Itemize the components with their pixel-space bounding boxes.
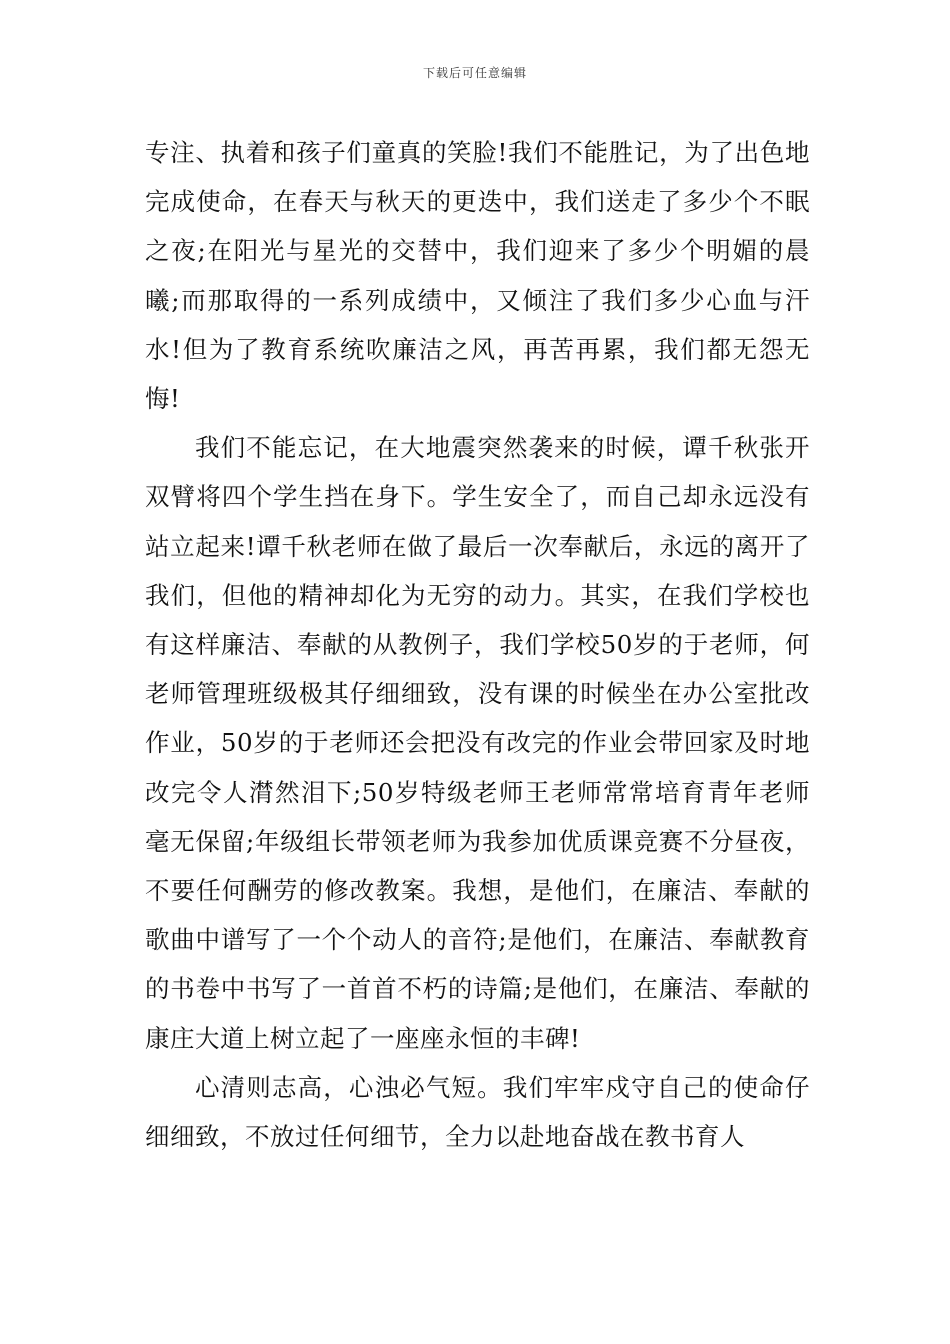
paragraph-2: 我们不能忘记，在大地震突然袭来的时候，谭千秋张开双臂将四个学生挡在身下。学生安全了，而自己却永远没有站立起来!谭千秋老师在做了最后一次奉献后，永远的离开了我们，但他的精神却化为无穷的动力。其实，在我们学校也有这样廉洁、奉献的从教例子，我们学校50岁的于老师，何老师管理班级极其仔细细致，没有课的时候坐在办公室批改作业，50岁的于老师还会把没有改完的作业会带回家及时地改完令人潸然泪下;50岁特级老师王老师常常培育青年老师毫无保留;年级组长带领老师为我参加优质课竞赛不分昼夜，不要任何酬劳的修改教案。我想，是他们，在廉洁、奉献的歌曲中谱写了一个个动人的音符;是他们，在廉洁、奉献教育的书卷中书写了一首首不朽的诗篇;是他们，在廉洁、奉献的康庄大道上树立起了一座座永恒的丰碑! xyxy=(145,433,810,1053)
page-header: 下载后可任意编辑 xyxy=(422,66,527,80)
paragraph-1: 专注、执着和孩子们童真的笑脸!我们不能胜记，为了出色地完成使命，在春天与秋天的更迭中，我们送走了多少个不眠之夜;在阳光与星光的交替中，我们迎来了多少个明媚的晨曦;而那取得的一系列成绩中，又倾注了我们多少心血与汗水!但为了教育系统吹廉洁之风，再苦再累，我们都无怨无悔! xyxy=(145,138,810,414)
paragraph-3: 心清则志高，心浊必气短。我们牢牢戍守自己的使命仔细细致，不放过任何细节，全力以赴地奋战在教书育人 xyxy=(145,1072,810,1152)
document-body xyxy=(145,128,810,1161)
